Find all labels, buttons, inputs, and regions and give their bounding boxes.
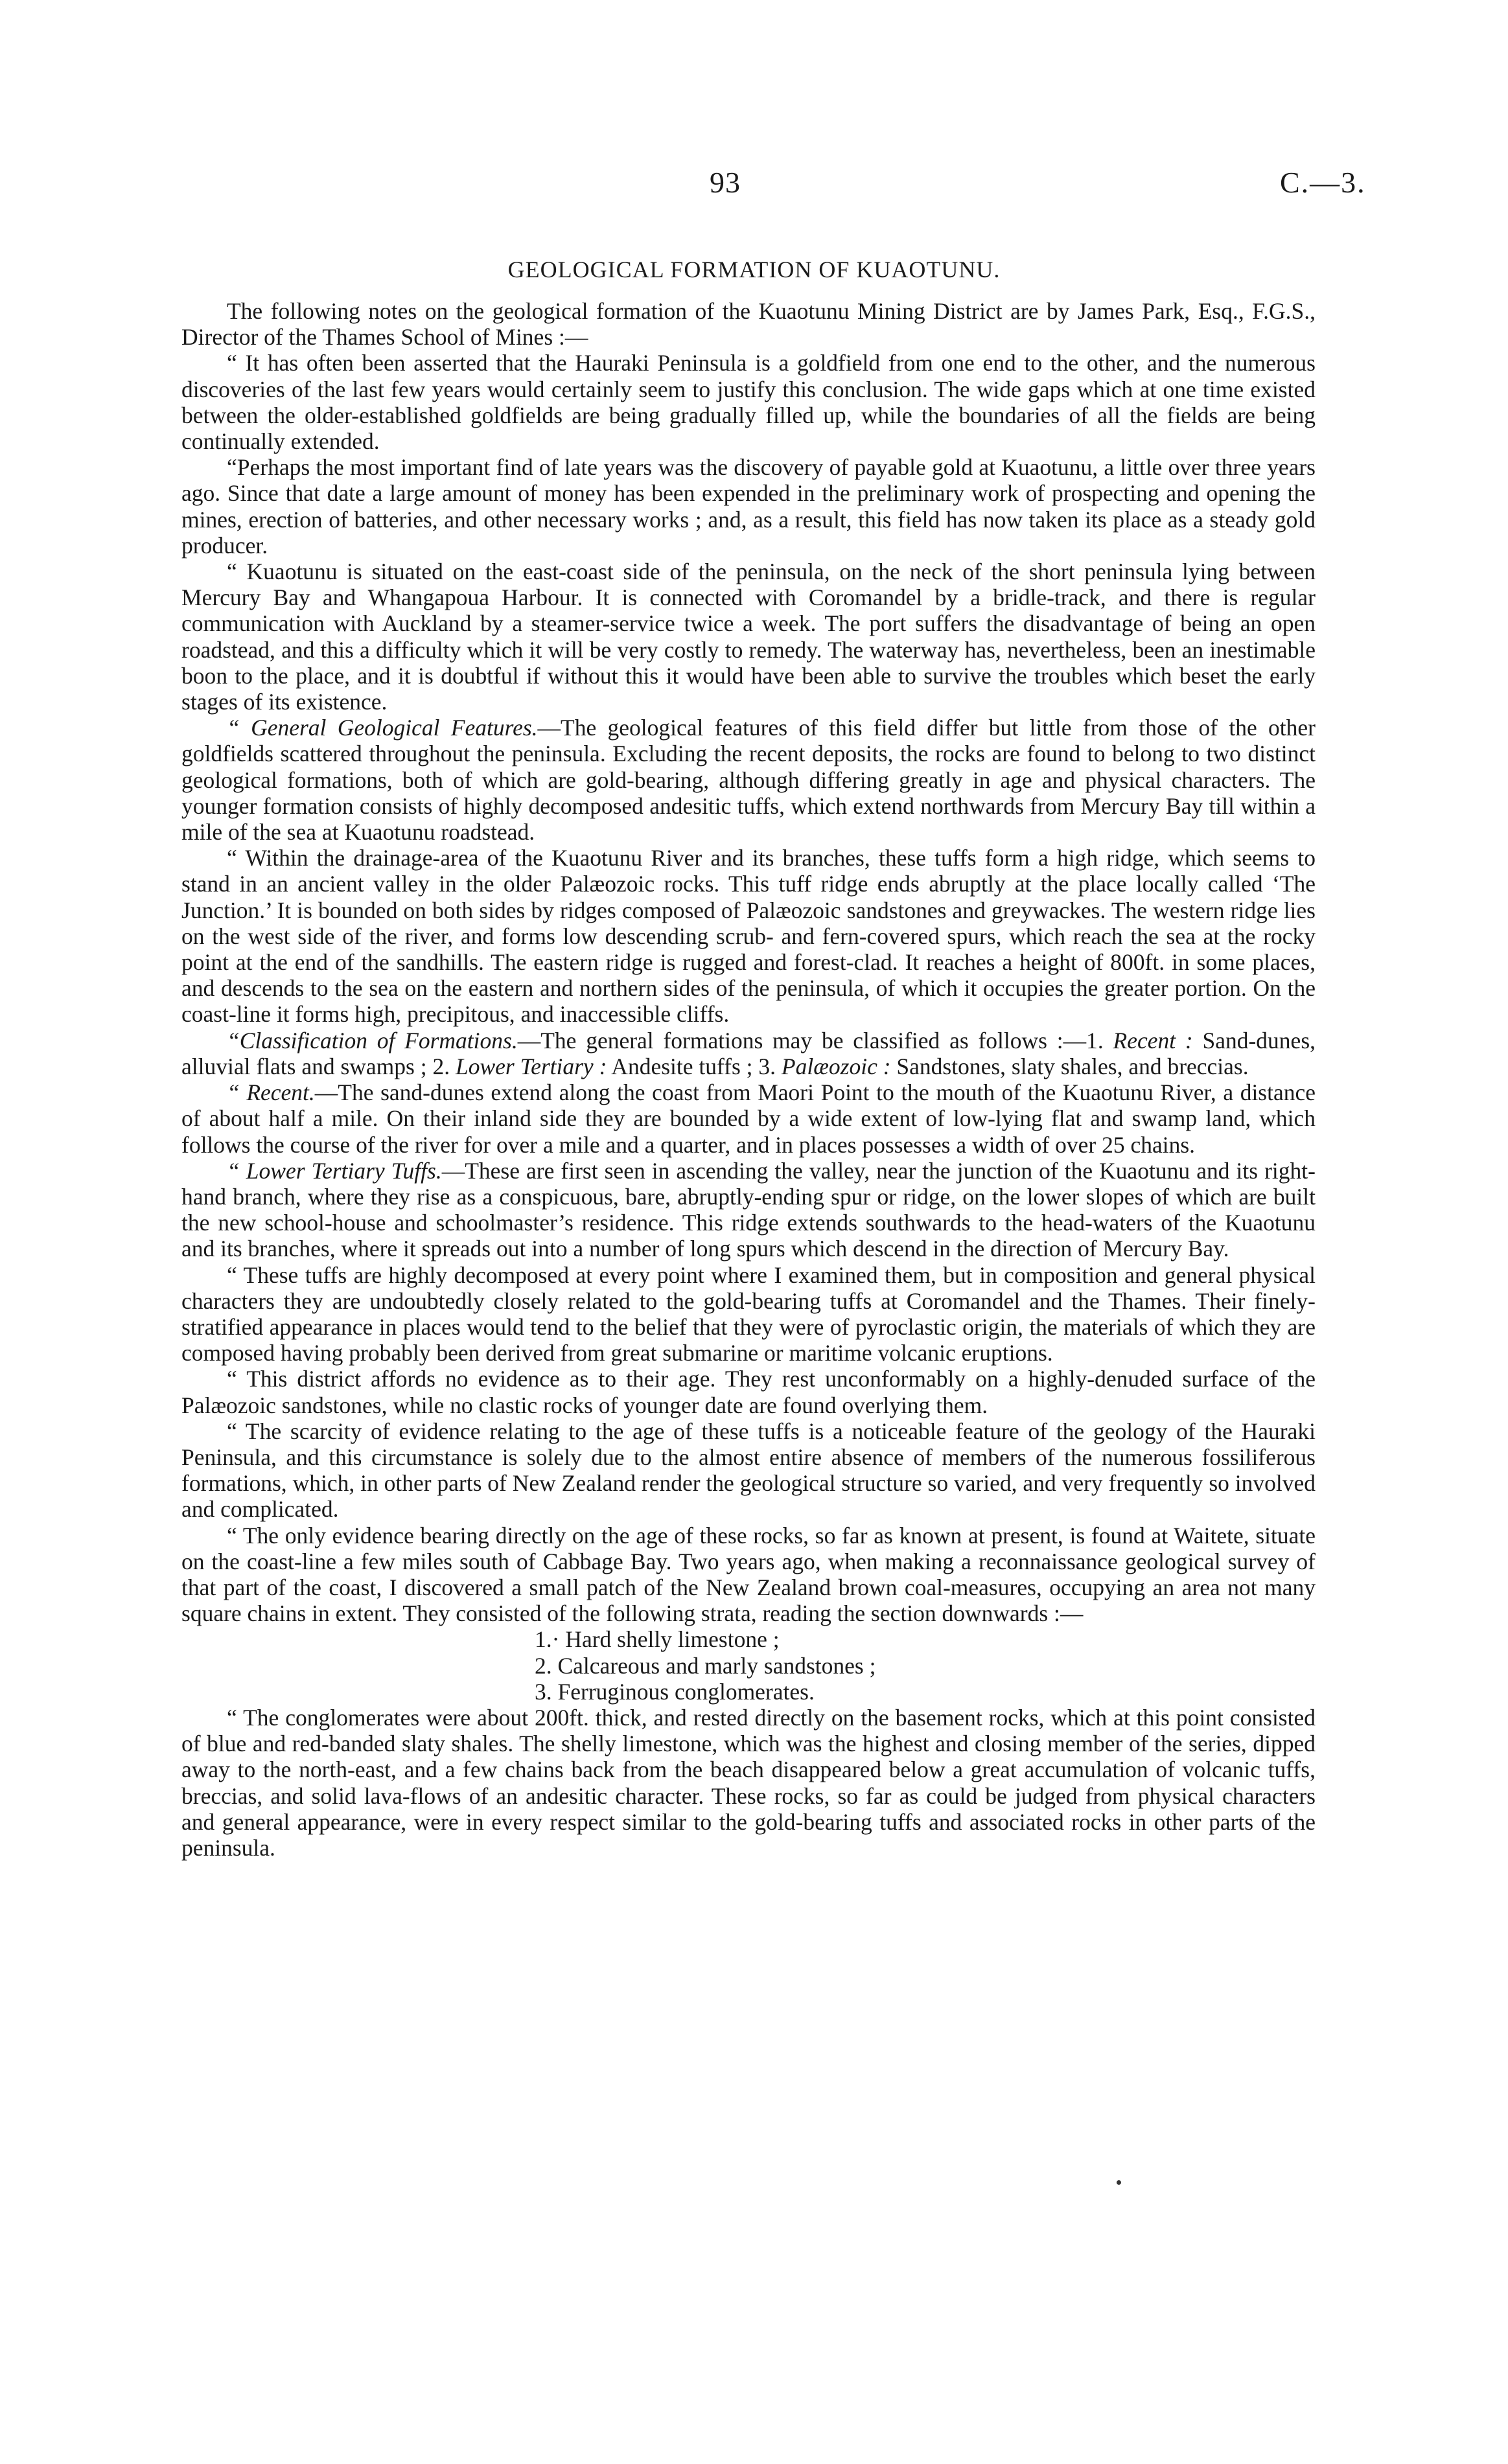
section-heading: “ General Geological Features.	[227, 715, 538, 741]
paragraph-payable-gold: “Perhaps the most important find of late years was the discovery of payable gold at Kuaotunu, a little over three years ago. Since that date a large amount of money has been expended in the preliminary work of prospecting and opening the mines, erection of batteries, and other necessary works ; and, as a result, this field has now taken its place as a steady gold producer.	[181, 454, 1316, 558]
paragraph-text: —These are first seen in ascending the valley, near the junction of the Kuaotunu and its right-hand branch, where they rise as a conspicuous, bare, abruptly-ending spur or ridge, on the lower slopes of which are built the new school-house and schoolmaster’s residence. This ridge extends southwards to the head-waters of the Kuaotunu and its branches, where it spreads out into a number of long spurs which descend in the direction of Mercury Bay.	[181, 1157, 1316, 1262]
list-item: 3. Ferruginous conglomerates.	[535, 1678, 815, 1705]
paragraph-tuff-composition: “ These tuffs are highly decomposed at every point where I examined them, but in composition and general physical characters they are undoubtedly closely related to the gold-bearing tuffs at Coromandel and the Thames. Their finely-stratified appearance in places would tend to the belief that they were of pyroclastic origin, the materials of which they are composed having probably been derived from great submarine or maritime volcanic eruptions.	[181, 1261, 1316, 1366]
paragraph-drainage-area: “ Within the drainage-area of the Kuaotunu River and its branches, these tuffs form a high ridge, which seems to stand in an ancient valley in the older Palæozoic rocks. This tuff ridge ends abruptly at the place locally called ‘The Junction.’ It is bounded on both sides by ridges composed of Palæozoic sandstones and greywackes. The western ridge lies on the west side of the river, and forms low descending scrub- and fern-covered spurs, which reach the sea at the rocky point at the end of the sandhills. The eastern ridge is rugged and forest-clad. It reaches a height of 800ft. in some places, and descends to the sea on the eastern and northern sides of the peninsula, of which it occupies the greater portion. On the coast-line it forms high, precipitous, and inaccessible cliffs.	[181, 845, 1316, 1028]
paragraph-text: Sandstones, slaty shales, and breccias.	[890, 1053, 1249, 1079]
paragraph-text: —The sand-dunes extend along the coast from Maori Point to the mouth of the Kuaotunu River, a distance of about half a mile. On their inland side they are bounded by a wide extent of low-lying flat and swamp land, which follows the course of the river for over a mile and a quarter, and in places possesses a width of over 25 chains.	[181, 1079, 1316, 1158]
term-lower-tertiary: Lower Tertiary :	[455, 1053, 607, 1079]
strata-list	[181, 1626, 1316, 1705]
paragraph-text: —The general formations may be classified as follows :—1.	[517, 1027, 1113, 1054]
section-heading: “ Recent.	[227, 1079, 315, 1106]
paragraph-conglomerates: “ The conglomerates were about 200ft. thick, and rested directly on the basement rocks, which at this point consisted of blue and red-banded slaty shales. The shelly limestone, which was the highest and closing member of the series, dipped away to the north-east, and a few chains back from the beach disappeared below a great accumulation of volcanic tuffs, breccias, and solid lava-flows of an andesitic character. These rocks, so far as could be judged from physical characters and general appearance, were in every respect similar to the gold-bearing tuffs and associated rocks in other parts of the peninsula.	[181, 1704, 1316, 1861]
page-number: 93	[710, 166, 741, 199]
paragraph-waitete: “ The only evidence bearing directly on the age of these rocks, so far as known at present, is found at Waitete, situate on the coast-line a few miles south of Cabbage Bay. Two years ago, when making a reconnaissance geological survey of that part of the coast, I discovered a small patch of the New Zealand brown coal-measures, occupying an area not many square chains in extent. They consisted of the following strata, reading the section downwards :—	[181, 1522, 1316, 1627]
term-recent: Recent :	[1113, 1027, 1193, 1054]
paragraph-text: —The geological features of this field differ but little from those of the other goldfields scattered throughout the peninsula. Excluding the recent deposits, the rocks are found to belong to two distinct geological formations, both of which are gold-bearing, although differing greatly in age and physical characters. The younger formation consists of highly decomposed andesitic tuffs, which extend northwards from Mercury Bay till within a mile of the sea at Kuaotunu roadstead.	[181, 715, 1316, 846]
paper-reference: C.—3.	[1280, 166, 1366, 199]
paragraph-kuaotunu-location: “ Kuaotunu is situated on the east-coast side of the peninsula, on the neck of the short peninsula lying between Mercury Bay and Whangapoua Harbour. It is connected with Coromandel by a bridle-track, and there is regular communication with Auckland by a steamer-service twice a week. The port suffers the disadvantage of being an open roadstead, and this a difficulty which it will be very costly to remedy. The waterway has, nevertheless, been an inestimable boon to the place, and it is doubtful if without this it would have been able to survive the troubles which beset the early stages of its existence.	[181, 558, 1316, 715]
ink-speck	[1117, 2180, 1121, 2185]
article-body	[181, 298, 1316, 1861]
paragraph-hauraki-goldfield: “ It has often been asserted that the Hauraki Peninsula is a goldfield from one end to the other, and the numerous discoveries of the last few years would certainly seem to justify this conclusion. The wide gaps which at one time existed between the older-established goldfields are being gradually filled up, while the boundaries of all the fields are being continually extended.	[181, 350, 1316, 455]
paragraph-text: Andesite tuffs ; 3.	[607, 1053, 782, 1079]
section-heading: “Classification of Formations.	[227, 1027, 518, 1054]
list-item: 2. Calcareous and marly sandstones ;	[535, 1652, 876, 1679]
intro-paragraph: The following notes on the geological formation of the Kuaotunu Mining District are by James Park, Esq., F.G.S., Director of the Thames School of Mines :—	[181, 298, 1316, 351]
paragraph-general-features	[181, 715, 1316, 845]
paragraph-recent	[181, 1079, 1316, 1158]
term-palaeozoic: Palæozoic :	[781, 1053, 891, 1079]
paragraph-scarcity: “ The scarcity of evidence relating to the age of these tuffs is a noticeable feature of the geology of the Hauraki Peninsula, and this circumstance is solely due to the almost entire absence of members of the numerous fossiliferous formations, which, in other parts of New Zealand render the geological structure so varied, and very frequently so involved and complicated.	[181, 1418, 1316, 1523]
paragraph-lower-tertiary	[181, 1158, 1316, 1262]
page-title: GEOLOGICAL FORMATION OF KUAOTUNU.	[507, 257, 1001, 282]
paragraph-age-evidence: “ This district affords no evidence as to their age. They rest unconformably on a highly-denuded surface of the Palæozoic sandstones, while no clastic rocks of younger date are found overlying them.	[181, 1366, 1316, 1418]
paragraph-text: Sand-dunes, alluvial flats and swamps ; 2.	[181, 1027, 1316, 1079]
list-item: 1.· Hard shelly limestone ;	[535, 1626, 780, 1653]
section-heading: “ Lower Tertiary Tuffs.	[227, 1157, 442, 1184]
paragraph-classification	[181, 1028, 1316, 1079]
